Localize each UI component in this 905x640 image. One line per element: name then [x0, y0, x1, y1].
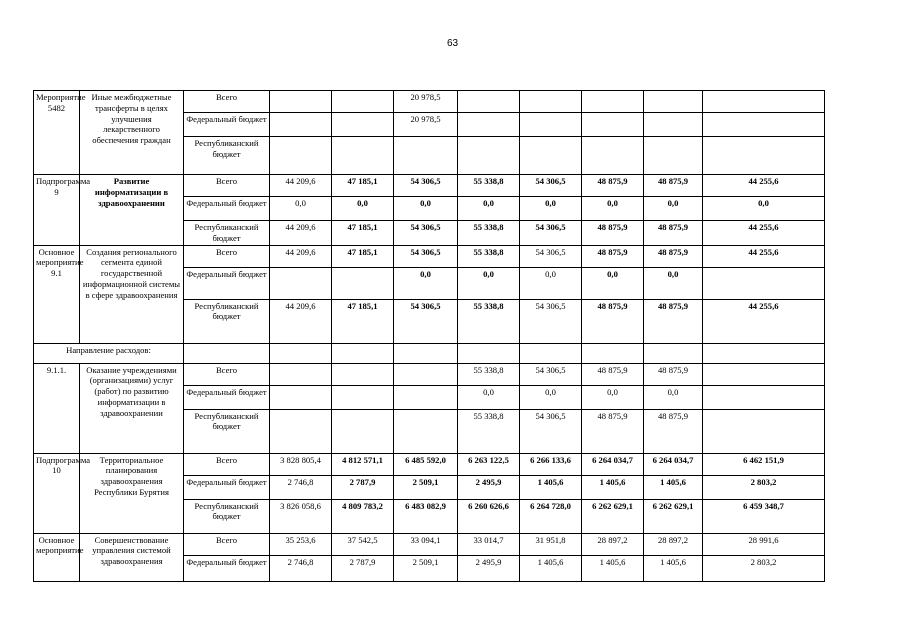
value-cell: 44 255,6 — [703, 299, 825, 343]
program-code: Основное мероприятие — [34, 533, 80, 581]
value-cell: 6 262 629,1 — [582, 499, 644, 533]
value-cell: 2 787,9 — [332, 475, 394, 499]
value-cell: 2 803,2 — [703, 475, 825, 499]
value-cell: 47 185,1 — [332, 245, 394, 267]
value-cell: 2 495,9 — [458, 475, 520, 499]
value-cell: 48 875,9 — [582, 221, 644, 246]
funding-source: Всего — [184, 533, 270, 555]
empty-cell — [703, 343, 825, 363]
value-cell: 47 185,1 — [332, 299, 394, 343]
value-cell — [703, 113, 825, 137]
empty-cell — [332, 343, 394, 363]
value-cell: 6 264 728,0 — [520, 499, 582, 533]
value-cell: 0,0 — [582, 197, 644, 221]
value-cell — [332, 113, 394, 137]
value-cell: 28 897,2 — [644, 533, 703, 555]
value-cell — [332, 363, 394, 385]
funding-source: Федеральный бюджет — [184, 555, 270, 581]
value-cell: 20 978,5 — [394, 113, 458, 137]
funding-source: Федеральный бюджет — [184, 475, 270, 499]
funding-source: Республиканский бюджет — [184, 499, 270, 533]
funding-source: Всего — [184, 363, 270, 385]
value-cell: 0,0 — [644, 385, 703, 409]
value-cell — [582, 91, 644, 113]
value-cell — [394, 137, 458, 175]
funding-source: Федеральный бюджет — [184, 113, 270, 137]
value-cell: 33 094,1 — [394, 533, 458, 555]
funding-source: Республиканский бюджет — [184, 137, 270, 175]
value-cell: 55 338,8 — [458, 245, 520, 267]
value-cell: 48 875,9 — [644, 409, 703, 453]
value-cell — [270, 267, 332, 299]
program-name: Иные межбюджетные трансферты в целях улучшения лекарственного обеспечения граждан — [80, 91, 184, 175]
page-number: 63 — [446, 38, 459, 49]
value-cell: 6 459 348,7 — [703, 499, 825, 533]
value-cell: 6 263 122,5 — [458, 453, 520, 475]
value-cell — [458, 113, 520, 137]
value-cell: 54 306,5 — [394, 245, 458, 267]
value-cell: 2 509,1 — [394, 555, 458, 581]
value-cell — [332, 91, 394, 113]
value-cell — [644, 113, 703, 137]
value-cell: 48 875,9 — [644, 245, 703, 267]
value-cell: 2 495,9 — [458, 555, 520, 581]
value-cell: 28 897,2 — [582, 533, 644, 555]
value-cell — [270, 385, 332, 409]
funding-source: Всего — [184, 245, 270, 267]
table-row — [34, 245, 825, 267]
value-cell — [703, 385, 825, 409]
value-cell — [703, 363, 825, 385]
empty-cell — [582, 343, 644, 363]
value-cell: 54 306,5 — [520, 175, 582, 197]
value-cell — [270, 409, 332, 453]
value-cell — [582, 113, 644, 137]
value-cell: 4 809 783,2 — [332, 499, 394, 533]
value-cell — [582, 137, 644, 175]
program-code: Подпрограмма 10 — [34, 453, 80, 533]
empty-cell — [644, 343, 703, 363]
value-cell: 44 209,6 — [270, 245, 332, 267]
program-name: Развитие информатизации в здравоохранении — [80, 175, 184, 246]
value-cell: 20 978,5 — [394, 91, 458, 113]
value-cell — [394, 363, 458, 385]
value-cell: 54 306,5 — [520, 299, 582, 343]
value-cell — [332, 267, 394, 299]
value-cell — [332, 137, 394, 175]
value-cell: 0,0 — [332, 197, 394, 221]
value-cell: 0,0 — [458, 197, 520, 221]
value-cell: 0,0 — [458, 267, 520, 299]
value-cell: 28 991,6 — [703, 533, 825, 555]
value-cell: 6 483 082,9 — [394, 499, 458, 533]
value-cell: 1 405,6 — [520, 555, 582, 581]
value-cell: 55 338,8 — [458, 363, 520, 385]
program-name: Создания регионального сегмента единой государственной информационной системы в сфере здравоохранения — [80, 245, 184, 343]
value-cell: 2 746,8 — [270, 475, 332, 499]
value-cell — [332, 409, 394, 453]
value-cell — [270, 91, 332, 113]
funding-source: Республиканский бюджет — [184, 299, 270, 343]
value-cell: 6 262 629,1 — [644, 499, 703, 533]
value-cell: 54 306,5 — [394, 299, 458, 343]
value-cell: 0,0 — [520, 385, 582, 409]
directions-label: Направление расходов: — [34, 343, 184, 363]
funding-source: Всего — [184, 453, 270, 475]
value-cell: 2 803,2 — [703, 555, 825, 581]
program-code: Основное мероприятие 9.1 — [34, 245, 80, 343]
value-cell — [458, 137, 520, 175]
value-cell: 48 875,9 — [582, 245, 644, 267]
program-code: Мероприятие 5482 — [34, 91, 80, 175]
value-cell: 48 875,9 — [582, 363, 644, 385]
value-cell: 0,0 — [582, 385, 644, 409]
table-row — [34, 363, 825, 385]
value-cell — [644, 91, 703, 113]
value-cell: 3 828 805,4 — [270, 453, 332, 475]
value-cell: 0,0 — [520, 267, 582, 299]
value-cell — [703, 409, 825, 453]
value-cell: 48 875,9 — [582, 299, 644, 343]
value-cell: 55 338,8 — [458, 409, 520, 453]
value-cell: 44 209,6 — [270, 221, 332, 246]
value-cell: 48 875,9 — [644, 299, 703, 343]
value-cell — [270, 113, 332, 137]
empty-cell — [520, 343, 582, 363]
value-cell — [394, 409, 458, 453]
value-cell: 37 542,5 — [332, 533, 394, 555]
table-row — [34, 453, 825, 475]
value-cell: 54 306,5 — [520, 409, 582, 453]
empty-cell — [458, 343, 520, 363]
empty-cell — [394, 343, 458, 363]
value-cell: 0,0 — [520, 197, 582, 221]
value-cell — [394, 385, 458, 409]
funding-source: Республиканский бюджет — [184, 221, 270, 246]
value-cell: 54 306,5 — [520, 221, 582, 246]
value-cell: 0,0 — [458, 385, 520, 409]
value-cell: 54 306,5 — [520, 363, 582, 385]
value-cell: 44 209,6 — [270, 175, 332, 197]
value-cell: 55 338,8 — [458, 299, 520, 343]
value-cell: 54 306,5 — [520, 245, 582, 267]
program-code: Подпрограмма 9 — [34, 175, 80, 246]
value-cell: 6 264 034,7 — [582, 453, 644, 475]
value-cell — [644, 137, 703, 175]
value-cell: 6 462 151,9 — [703, 453, 825, 475]
value-cell: 1 405,6 — [644, 555, 703, 581]
value-cell: 1 405,6 — [582, 555, 644, 581]
value-cell: 48 875,9 — [644, 221, 703, 246]
value-cell: 44 209,6 — [270, 299, 332, 343]
value-cell: 1 405,6 — [520, 475, 582, 499]
value-cell: 4 812 571,1 — [332, 453, 394, 475]
table-row — [34, 533, 825, 555]
value-cell: 55 338,8 — [458, 175, 520, 197]
funding-source: Федеральный бюджет — [184, 385, 270, 409]
value-cell — [270, 363, 332, 385]
value-cell: 31 951,8 — [520, 533, 582, 555]
value-cell: 48 875,9 — [582, 175, 644, 197]
value-cell: 0,0 — [270, 197, 332, 221]
value-cell: 1 405,6 — [582, 475, 644, 499]
program-code: 9.1.1. — [34, 363, 80, 453]
funding-source: Республиканский бюджет — [184, 409, 270, 453]
program-name: Территориальное планирования здравоохранения Республики Бурятия — [80, 453, 184, 533]
value-cell: 48 875,9 — [644, 363, 703, 385]
directions-row — [34, 343, 825, 363]
value-cell: 0,0 — [394, 267, 458, 299]
funding-source: Всего — [184, 91, 270, 113]
value-cell: 2 509,1 — [394, 475, 458, 499]
budget-table — [33, 90, 825, 582]
value-cell: 6 266 133,6 — [520, 453, 582, 475]
value-cell — [703, 267, 825, 299]
value-cell — [270, 137, 332, 175]
table-row — [34, 175, 825, 197]
empty-cell — [184, 343, 270, 363]
value-cell: 3 826 058,6 — [270, 499, 332, 533]
value-cell: 44 255,6 — [703, 175, 825, 197]
value-cell: 0,0 — [703, 197, 825, 221]
value-cell: 47 185,1 — [332, 221, 394, 246]
table-row — [34, 91, 825, 113]
program-name: Оказание учреждениями (организациями) услуг (работ) по развитию информатизации в здравоохранении — [80, 363, 184, 453]
value-cell — [703, 91, 825, 113]
funding-source: Федеральный бюджет — [184, 267, 270, 299]
value-cell: 0,0 — [644, 267, 703, 299]
value-cell: 48 875,9 — [644, 175, 703, 197]
funding-source: Федеральный бюджет — [184, 197, 270, 221]
value-cell: 33 014,7 — [458, 533, 520, 555]
value-cell: 0,0 — [582, 267, 644, 299]
value-cell — [458, 91, 520, 113]
value-cell: 55 338,8 — [458, 221, 520, 246]
value-cell — [520, 137, 582, 175]
value-cell: 44 255,6 — [703, 245, 825, 267]
value-cell: 48 875,9 — [582, 409, 644, 453]
value-cell — [520, 113, 582, 137]
value-cell: 54 306,5 — [394, 175, 458, 197]
value-cell: 2 746,8 — [270, 555, 332, 581]
value-cell — [703, 137, 825, 175]
value-cell: 0,0 — [394, 197, 458, 221]
value-cell: 54 306,5 — [394, 221, 458, 246]
funding-source: Всего — [184, 175, 270, 197]
value-cell — [332, 385, 394, 409]
empty-cell — [270, 343, 332, 363]
value-cell: 0,0 — [644, 197, 703, 221]
program-name: Совершенствование управления системой здравоохранения — [80, 533, 184, 581]
value-cell — [520, 91, 582, 113]
value-cell: 1 405,6 — [644, 475, 703, 499]
value-cell: 44 255,6 — [703, 221, 825, 246]
value-cell: 6 260 626,6 — [458, 499, 520, 533]
value-cell: 6 485 592,0 — [394, 453, 458, 475]
value-cell: 2 787,9 — [332, 555, 394, 581]
value-cell: 35 253,6 — [270, 533, 332, 555]
value-cell: 47 185,1 — [332, 175, 394, 197]
value-cell: 6 264 034,7 — [644, 453, 703, 475]
